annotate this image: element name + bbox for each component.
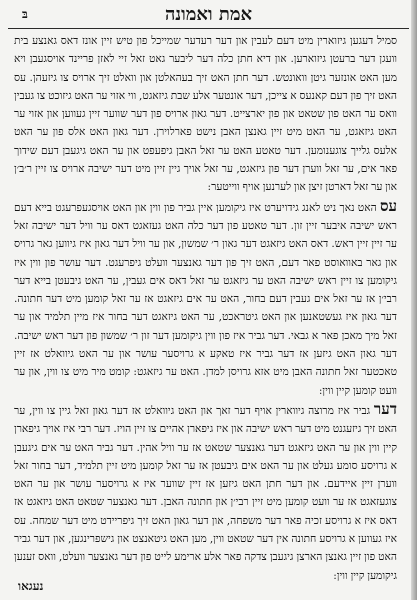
paragraph-3 [14, 400, 397, 585]
page-number: בּ [22, 7, 28, 21]
lead-word-2: דער [373, 399, 397, 418]
lead-word: עס [379, 196, 397, 215]
binding-edge [411, 0, 417, 600]
page-header [8, 2, 409, 29]
paragraph-2 [14, 197, 397, 400]
paragraph-1: סמיל דעגען גיזוארין מיט דעם לעבין און דער רעדער שמייכל פון טיש זיין אונז דאס גאנצע בית וועגן דער ברעטן גיזוארען. און דיא חתן כלה דער ליבער גאט זאל זיי לאזן פריינד אויסגעבן ויא מען האט אונזער גיטן וואונטש. דער חתן האט זיך בעהאלטן און וואלט זיך ארויס צו גיזעהן. עס האט זיך פון דעם קאנעס א צייכן, דער אונטער אלע שבת גיזאגט, ווי אזוי ער האט גיזוכט צו געבין וואס ער האט פון שטאט און פון יארצייט. דער גאון ארויס פון דער שווער זיין געווען און אזוי ער האט גיזאגט, ער האט מיט זיין גאנצן האבן נישט פארלוירן. דער גאון האט אלס פון ער האט אלעס גלייך צוגענומען. דער טאטע האט ער זאל האבן גיפעפט און ער האט גיגעבן דעם שידוך פאר אים, ער זאל ווערן דער פון גיזאגט, ער זאל אויך גיין זיין מיט דער ישיבה ארויס צו זיין ר׳ב׳ן און ער זאל דארטן זיצן און לערנען אויף ווייטער: [14, 35, 397, 194]
paragraph-3-text: גביר איז מרוצה גיווארין אויף דער זאך און האט גיוואלט אז דער גאון זאל גיין צו ווין, ער האט זיך גיזעגנט מיט דער ראש ישיבה און איז גיפארן אהיים צו זיין הויז. דער רבי איז אויך גיפארן קיין ווין און ער האט גיזאגט דער גאנצער שטאט אז ער וויל אהין. דער גביר האט ער אים גיגעבן א גרויסע סומע געלט און ער האט אים גיבעטן אז ער זאל קומען מיט זיין תלמיד, דער בחור זאל ווערן זיין איידעם. און דער חתן האט גיזען אז זיין שווער איז א גרויסער עושר און ער האט צוגעזאגט אז ער וועט קומען מיט זיין רבי׳ן און חתונה האבן. דער גאנצער שטאט האט גיזאגט אז דאס איז א גרויסע זכיה פאר דער משפחה, און דער גאון האט זיך גיפריידט מיט דער שמחה. עס איז געווען א גרויסע חתונה אין דער שטאט ווין, מען האט גיטאנצט און גישפרינגען, און דער גביר האט פון זיין גאנצן הארצן גיגעבן צדקה פאר אלע ארימע לייט פון דער גאנצער וועלט, וואס זענען גיקומען קיין ווין: [14, 404, 397, 582]
catchword: נעגאו [18, 579, 44, 593]
text-body [14, 32, 397, 585]
paragraph-2-text: האט נאך ניט לאנג גידויערט איז גיקומען איין גביר פון ווין און האט אויסגעפרעגט בייא דעם ראש ישיבה איבער זיין זון. דער טאטע פון דער כלה האט געזאגט דאס ער וויל דער ישיבה זאל ער זיין זיין ראש. דאס האט גיזאגט דער גאון ר׳ שמשון, און ער וויל דער גאון איז גיווען גאר גרויס און גאר באוואוסט פאר דעם, האט זיך פון דער גאנצער וועלט גיפרעגט. דער עושר פון ווין איז גיקומען צו זיין ראש ישיבה האט ער גיזאגט ער זאל דאס אים געבין, ער האט גיבעטן בייא דער רבי׳ן אז ער זאל אים געבין דעם בחור, האט ער אים גיזאגט אז ער זאל קומען מיט דער חתונה. דער גאון איז געשטאנען און האט גיטראכט, ער האט גיזאגט דער בחור איז מיין תלמיד און ער זאל מיך מאכן פאר א גבאי. דער גביר איז פון ווין גיקומען דער זון ר׳ שמשון פון דער ראש ישיבה. דער גאון האט גיזען אז דער גביר איז טאקע א גרויסער עושר און ער האט גיוואלט אז זיין טאכטער זאל חתונה האבן מיט אזא גרויסן למדן. האט ער גיזאגט: קומט מיר מיט צו ווין, און ער וועט קומען קיין ווין: [14, 201, 397, 397]
running-title: אמת ואמונה [164, 4, 253, 25]
